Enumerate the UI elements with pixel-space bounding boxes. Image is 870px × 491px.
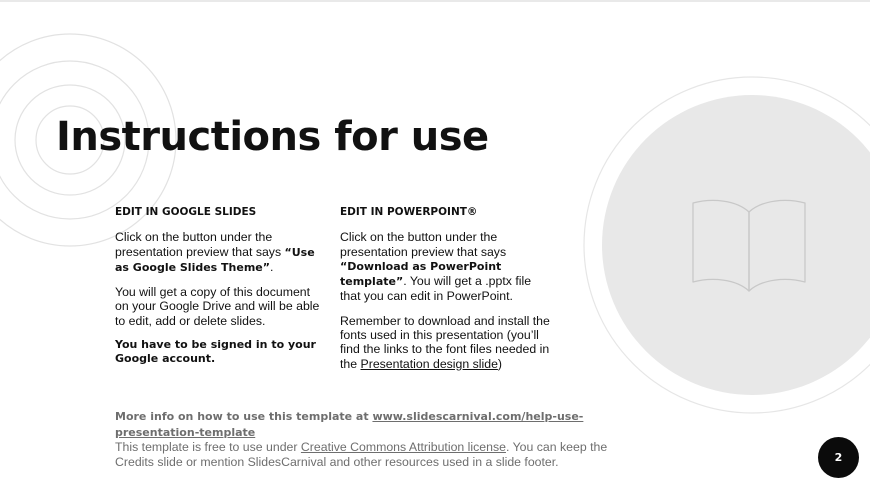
presentation-design-slide-link[interactable]: Presentation design slide bbox=[360, 356, 498, 371]
google-slides-heading: EDIT IN GOOGLE SLIDES bbox=[115, 206, 257, 218]
google-slides-paragraph-1 bbox=[115, 230, 320, 275]
more-info-text: More info on how to use this template at bbox=[115, 410, 373, 423]
powerpoint-instructions bbox=[340, 205, 550, 381]
text: ) bbox=[497, 356, 503, 371]
footer-info bbox=[115, 409, 635, 469]
text: Click on the button under the presentation preview that says bbox=[340, 230, 507, 259]
license-line bbox=[115, 440, 635, 469]
powerpoint-paragraph-2 bbox=[340, 314, 550, 371]
bold-text: “Download as PowerPoint template” bbox=[340, 259, 502, 289]
license-text-end: . You can keep the Credits slide or mention SlidesCarnival and other resources used in a slide footer. bbox=[115, 440, 608, 469]
license-link[interactable]: Creative Commons Attribution license bbox=[300, 440, 506, 454]
grey-circle bbox=[602, 95, 870, 395]
powerpoint-paragraph-1 bbox=[340, 230, 550, 303]
slide-title: Instructions for use bbox=[56, 114, 489, 160]
more-info-line bbox=[115, 409, 635, 440]
powerpoint-heading: EDIT IN POWERPOINT® bbox=[340, 206, 478, 218]
google-slides-instructions bbox=[115, 205, 320, 377]
bold-text: “Use as Google Slides Theme” bbox=[115, 245, 315, 274]
help-url-link[interactable]: www.slidescarnival.com/help-use-presentation-template bbox=[115, 410, 584, 439]
license-text: This template is free to use under bbox=[115, 440, 301, 454]
google-signin-note: You have to be signed in to your Google account. bbox=[115, 338, 316, 366]
text: . bbox=[270, 259, 274, 274]
page-number-badge: 2 bbox=[818, 437, 859, 478]
text: Click on the button under the presentation preview that says bbox=[115, 230, 285, 259]
text: Remember to download and install the fonts used in this presentation (you’ll find the links to the font files needed in the bbox=[340, 313, 550, 371]
google-slides-paragraph-2: You will get a copy of this document on your Google Drive and will be able to edit, add or delete slides. bbox=[115, 285, 320, 328]
text: . You will get a .pptx file that you can edit in PowerPoint. bbox=[340, 274, 532, 304]
